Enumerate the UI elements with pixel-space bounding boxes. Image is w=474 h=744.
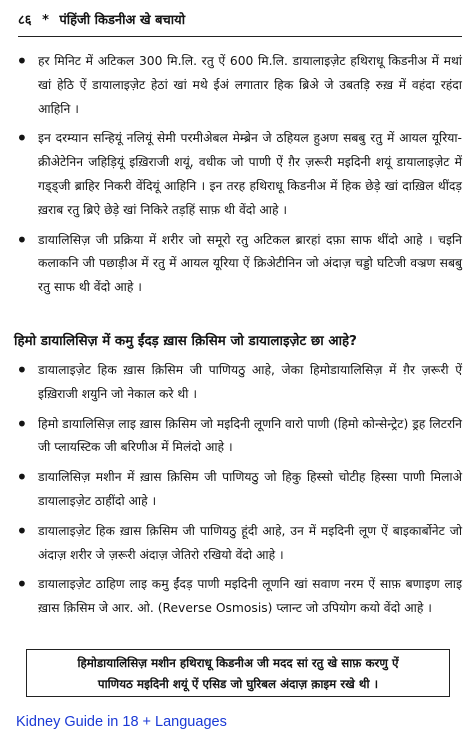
footer-link[interactable]: Kidney Guide in 18 + Languages bbox=[16, 714, 227, 730]
bullet-item bbox=[14, 520, 462, 568]
bullet-item bbox=[14, 466, 462, 514]
bullet-icon: • bbox=[16, 227, 28, 252]
section-heading: हिमो डायालिसिज़ में कमु ईंदड़ ख़ास क़िसिम जो डायालाइज़ेट छा आहे? bbox=[14, 334, 357, 349]
bullet-item bbox=[14, 359, 462, 407]
header-separator: * bbox=[42, 13, 49, 28]
bullet-text: हर मिनिट में अटिकल 300 मि.लि. रतु ऐं 600 मि.लि. डायालाइज़ेट हथिराधू किडनीअ में मथां खां हेठि ऐं डायालाइज़ेट हेठां खां मथे ईअं लगातार हिक ब्रिअे जे उबतड़ि रुख़ में वहंदा रहंदा आहिनि । bbox=[38, 54, 462, 116]
summary-note-box bbox=[26, 649, 450, 697]
section1-bullet-list bbox=[14, 50, 462, 306]
running-head bbox=[18, 10, 185, 28]
bullet-text: हिमो डायालिसिज़ लाइ ख़ास क़िसिम जो मइदिनी लूणनि वारो पाणी (हिमो कोन्सेन्ट्रेट) ड्रह लिटरनि जी प्लायस्टिक जी बरिणीअ में मिलंदो आहे । bbox=[38, 416, 462, 455]
section2-bullet-list bbox=[14, 359, 462, 627]
bullet-item bbox=[14, 573, 462, 621]
bullet-icon: • bbox=[16, 572, 28, 597]
note-line-1: हिमोडायालिसिज़ मशीन हथिराधू किडनीअ जी मदद सां रतु खे साफ़ करणु ऐं bbox=[77, 656, 399, 670]
bullet-text: डायालाइज़ेट हिक ख़ास क़िसिम जी पाणियठु आहे, जेका हिमोडायालिसिज़ में ग़ैर ज़रूरी ऐं इख़िराजी शयुनि जो नेकाल करे थी । bbox=[38, 363, 462, 401]
header-rule bbox=[18, 36, 462, 37]
book-title: पंहिंजी किडनीअ खे बचायो bbox=[59, 13, 186, 28]
bullet-icon: • bbox=[16, 49, 28, 73]
bullet-text: इन दरम्यान सन्हियूं नलियूं सेमी परमीअेबल मेम्ब्रेन जे ठहियल हुअण सबबु रतु में आयल यूरिया-क्रीअेटेनिन जहिड़ियूं इख़िराजी शयूं, वधीक जो पाणी ऐं ग़ैर ज़रूरी मइदिनी शयूं डायालाइज़ेट में गड्ड्जी ब्राहिर निकरी वेंदियूं आहिनि । इन तरह हथिराधू किडनीअ में हिक छेड़े खां दाख़िल थींदड़ ख़राब रतु ब्रिऐ छेड़े खां निकिरे तड़हिं साफ़ थी वेंदो आहे । bbox=[38, 131, 462, 217]
bullet-icon: • bbox=[16, 518, 28, 543]
bullet-text: डायालिसिज़ मशीन में ख़ास क़िसिम जी पाणियठु जो हिकु हिस्सो चोटीह हिस्सा पाणी मिलाअे डायालाइज़ेट ठाहींदो आहे । bbox=[38, 470, 462, 508]
bullet-icon: • bbox=[16, 358, 28, 382]
bullet-item bbox=[14, 229, 462, 300]
bullet-item bbox=[14, 127, 462, 222]
bullet-text: डायालाइज़ेट हिक ख़ास क़िसिम जी पाणियठु हूंदी आहे, उन में मइदिनी लूण ऐं बाइकार्बोनेट जो अंदाज़ शरीर जे ज़रूरी अंदाज़ जेतिरो रखियो वेंदो आहे । bbox=[38, 523, 462, 562]
bullet-item bbox=[14, 50, 462, 121]
bullet-text: डायालिसिज़ जी प्रक्रिया में शरीर जो समूरो रतु अटिकल ब्रारहां दफ़ा साफ थींदो आहे । चइनि कलाकनि जी पछाड़ीअ में रतु में आयल यूरिया ऐं क्रिअेटीनिन जो अंदाज़ चड्डो घटिजी वञ्रण सबबु रतु साफ थी वेंदो आहे । bbox=[38, 232, 462, 295]
page-number: ८६ bbox=[18, 13, 32, 28]
note-line-2: पाणियठ मइदिनी शयूं ऐं एसिड जो घुरिबल अंदाज़ क़ाइम रखे थी । bbox=[97, 677, 379, 691]
bullet-item bbox=[14, 413, 462, 461]
bullet-icon: • bbox=[16, 465, 28, 490]
bullet-text: डायालाइज़ेट ठाहिण लाइ कमु ईंदड़ पाणी मइदिनी लूणनि खां सवाण नरम ऐं साफ़ बणाइण लाइ ख़ास क़िसिम जे आर. ओ. (Reverse Osmosis) प्लान्ट जो उपियोग कयो वेंदो आहे । bbox=[38, 577, 462, 616]
bullet-icon: • bbox=[16, 126, 28, 151]
bullet-icon: • bbox=[16, 411, 28, 436]
